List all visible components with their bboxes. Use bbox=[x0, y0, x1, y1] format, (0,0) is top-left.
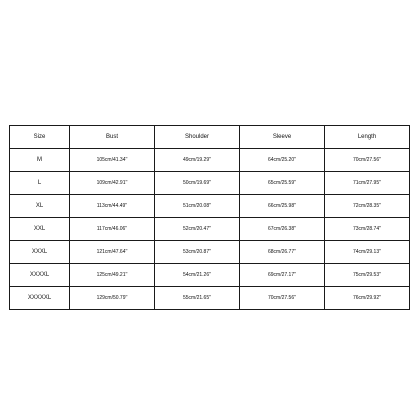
sleeve-cell: 69cm/27.17'' bbox=[240, 264, 325, 287]
sleeve-cell: 67cm/26.38'' bbox=[240, 218, 325, 241]
sleeve-cell: 65cm/25.59'' bbox=[240, 172, 325, 195]
table-row bbox=[10, 172, 410, 195]
table-row bbox=[10, 218, 410, 241]
size-cell: L bbox=[10, 172, 70, 195]
sleeve-cell: 64cm/25.20'' bbox=[240, 149, 325, 172]
size-cell: XXXXL bbox=[10, 264, 70, 287]
length-cell: 72cm/28.35'' bbox=[325, 195, 410, 218]
length-cell: 74cm/29.13'' bbox=[325, 241, 410, 264]
bust-cell: 113cm/44.49'' bbox=[70, 195, 155, 218]
sleeve-cell: 70cm/27.56'' bbox=[240, 287, 325, 310]
shoulder-cell: 55cm/21.65'' bbox=[155, 287, 240, 310]
bust-cell: 109cm/42.91'' bbox=[70, 172, 155, 195]
header-size: Size bbox=[10, 126, 70, 149]
shoulder-cell: 49cm/19.29'' bbox=[155, 149, 240, 172]
bust-cell: 121cm/47.64'' bbox=[70, 241, 155, 264]
size-cell: XXL bbox=[10, 218, 70, 241]
length-cell: 75cm/29.53'' bbox=[325, 264, 410, 287]
header-shoulder: Shoulder bbox=[155, 126, 240, 149]
header-length: Length bbox=[325, 126, 410, 149]
table-row bbox=[10, 264, 410, 287]
table-header-row bbox=[10, 126, 410, 149]
bust-cell: 125cm/49.21'' bbox=[70, 264, 155, 287]
size-cell: XXXXXL bbox=[10, 287, 70, 310]
length-cell: 76cm/29.92'' bbox=[325, 287, 410, 310]
bust-cell: 117cm/46.06'' bbox=[70, 218, 155, 241]
length-cell: 73cm/28.74'' bbox=[325, 218, 410, 241]
bust-cell: 105cm/41.34'' bbox=[70, 149, 155, 172]
header-bust: Bust bbox=[70, 126, 155, 149]
sleeve-cell: 68cm/26.77'' bbox=[240, 241, 325, 264]
size-cell: XL bbox=[10, 195, 70, 218]
shoulder-cell: 54cm/21.26'' bbox=[155, 264, 240, 287]
length-cell: 71cm/27.95'' bbox=[325, 172, 410, 195]
size-cell: XXXL bbox=[10, 241, 70, 264]
sleeve-cell: 66cm/25.98'' bbox=[240, 195, 325, 218]
length-cell: 70cm/27.56'' bbox=[325, 149, 410, 172]
table-row bbox=[10, 241, 410, 264]
table-row bbox=[10, 195, 410, 218]
shoulder-cell: 52cm/20.47'' bbox=[155, 218, 240, 241]
size-chart-table bbox=[9, 125, 410, 310]
shoulder-cell: 51cm/20.08'' bbox=[155, 195, 240, 218]
bust-cell: 129cm/50.79'' bbox=[70, 287, 155, 310]
table-row bbox=[10, 149, 410, 172]
shoulder-cell: 53cm/20.87'' bbox=[155, 241, 240, 264]
size-cell: M bbox=[10, 149, 70, 172]
header-sleeve: Sleeve bbox=[240, 126, 325, 149]
table-row bbox=[10, 287, 410, 310]
shoulder-cell: 50cm/19.69'' bbox=[155, 172, 240, 195]
